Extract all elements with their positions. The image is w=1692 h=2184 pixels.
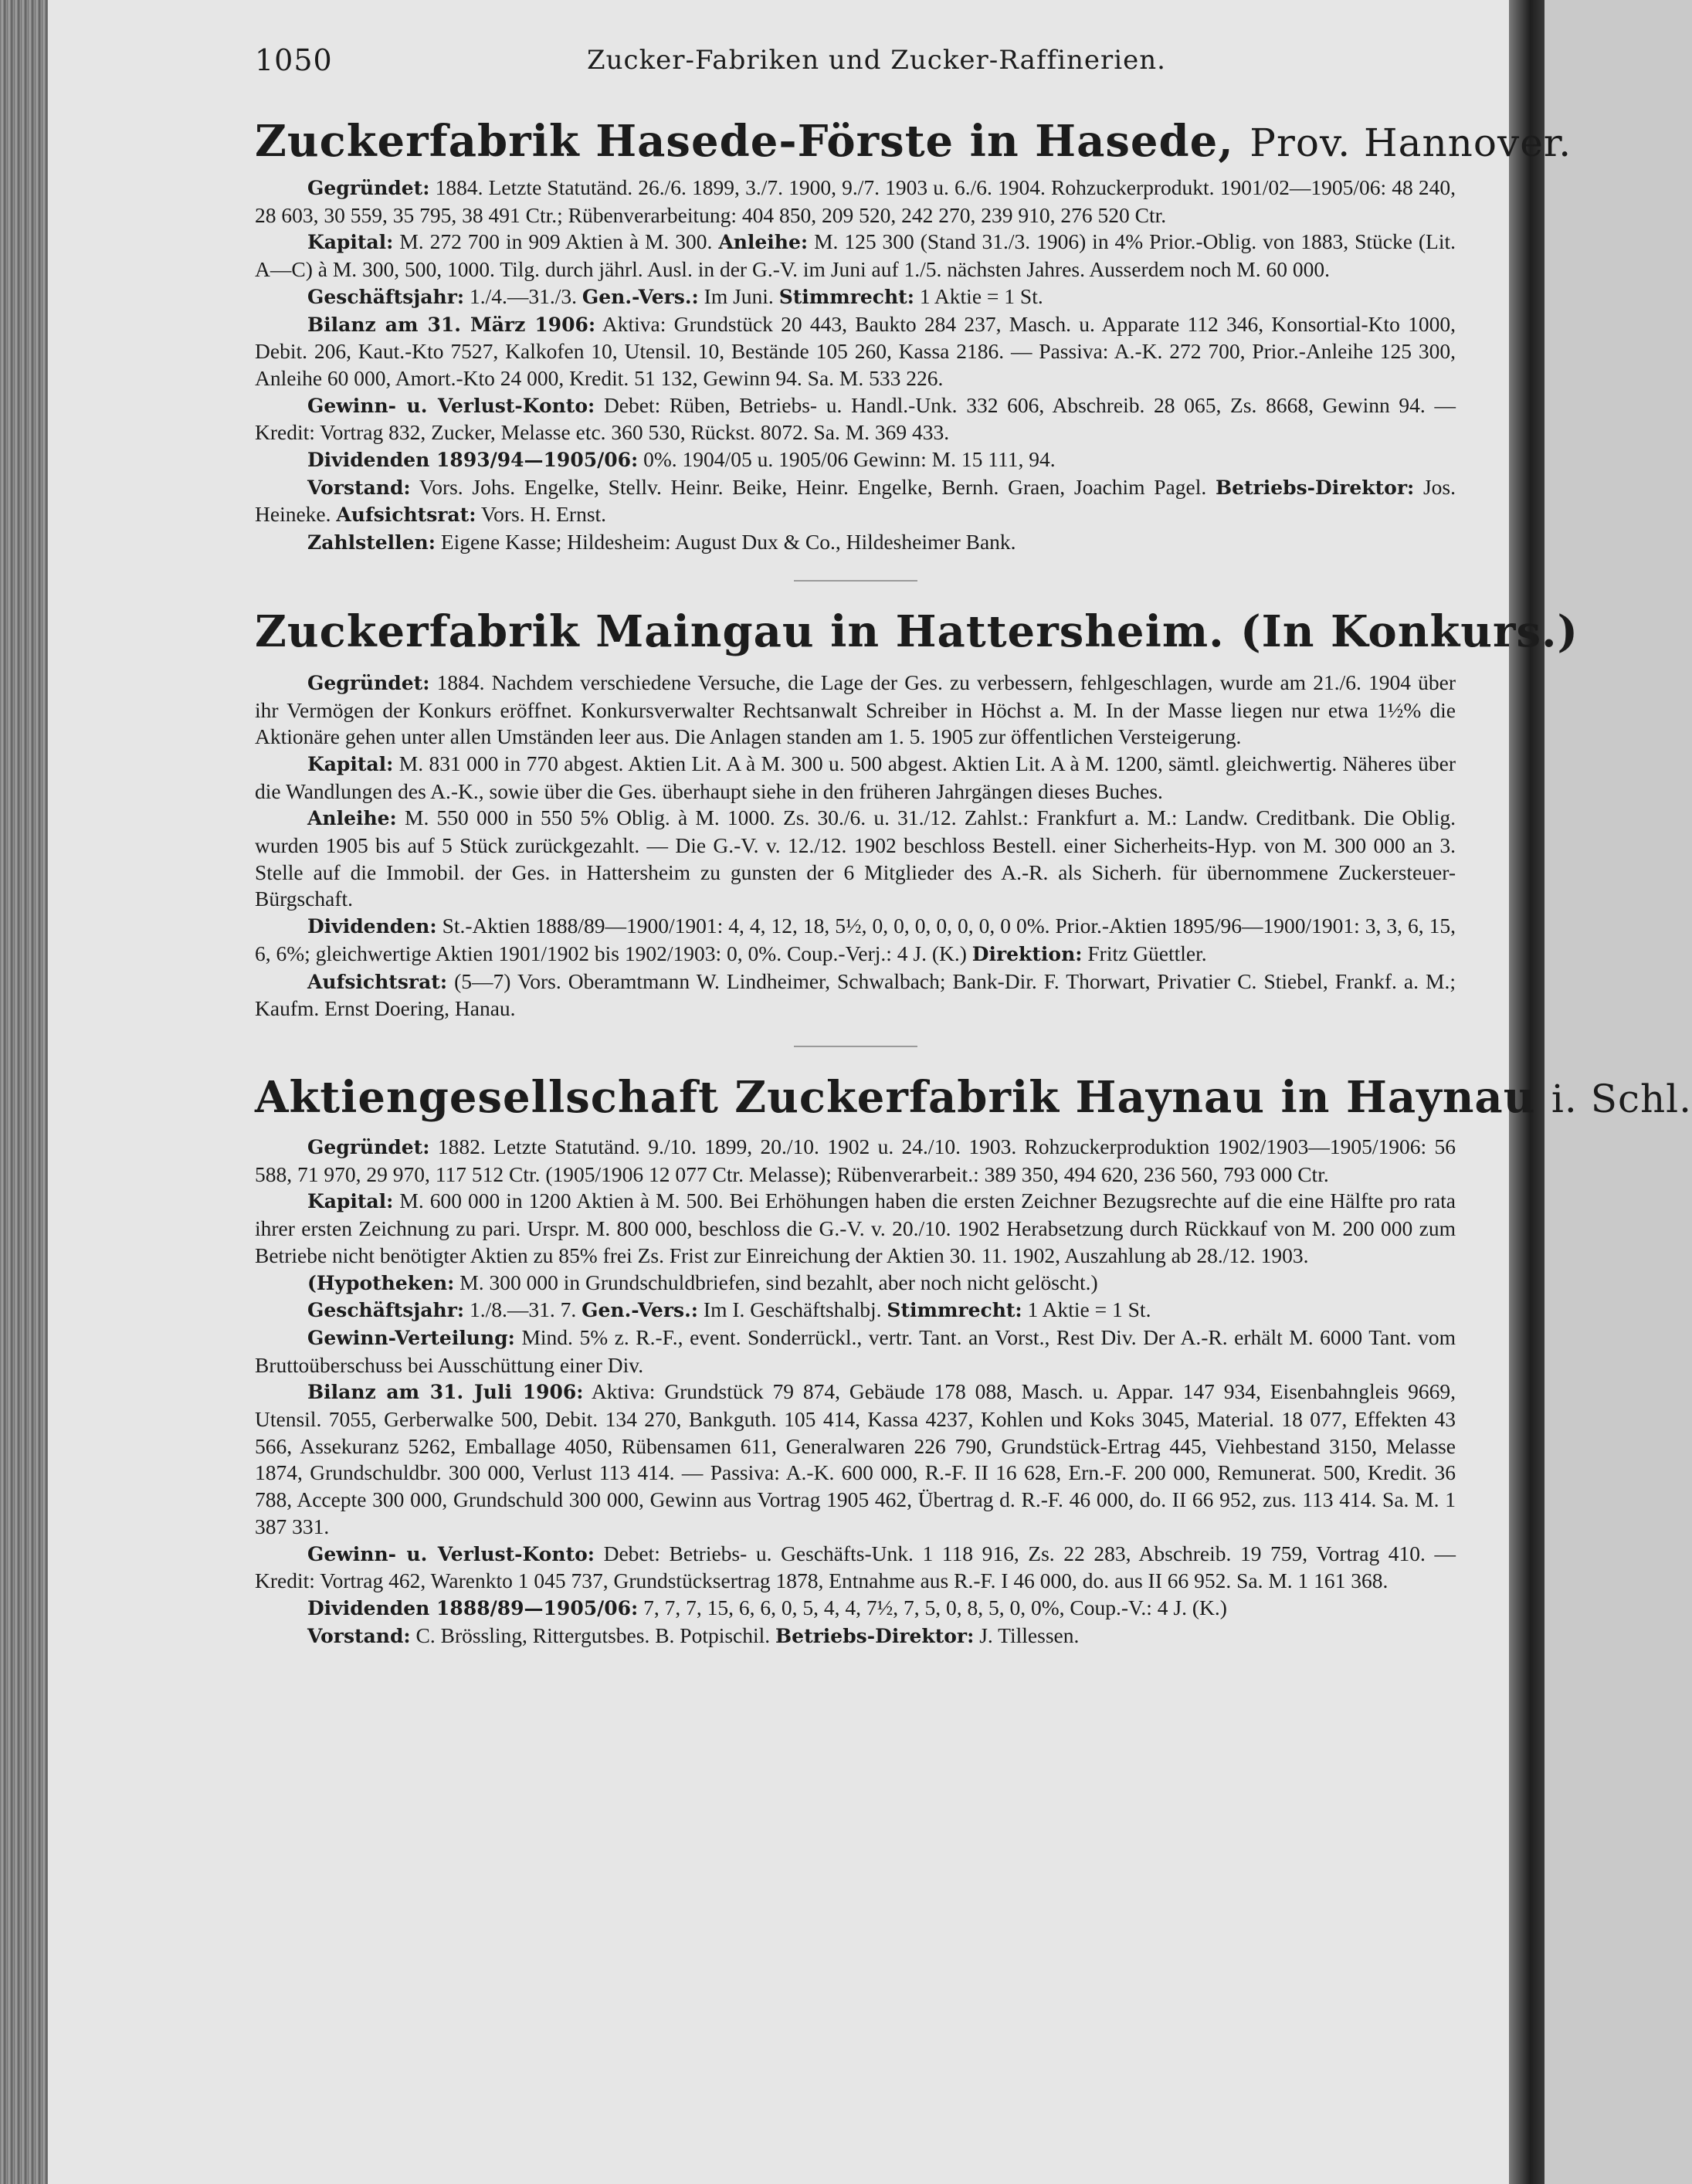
- entry-label: (Hypotheken:: [307, 1271, 455, 1294]
- entry-text: Fritz Güettler.: [1087, 941, 1207, 965]
- section-title-location: Prov. Hannover.: [1250, 120, 1572, 165]
- entry-text: 1884. Letzte Statutänd. 26./6. 1899, 3./7. 1900, 9./7. 1903 u. 6./6. 1904. Rohzuckerprodukt. 1901/02—1905/06: 48 240, 28 603, 30 559, 35 795, 38 491 Ctr.; Rübenverarbeitung: 404 850, 209 520, 242 270, 239 910, 276 520 Ctr.: [255, 175, 1456, 227]
- section-title-hasede: [255, 114, 1572, 170]
- entry-paragraph: [255, 751, 1456, 805]
- section-body-haynau: [255, 1134, 1456, 1650]
- entry-text: Aktiva: Grundstück 20 443, Baukto 284 237, Masch. u. Apparate 112 346, Konsortial-Kto 1000, Debit. 206, Kaut.-Kto 7527, Kalkofen 10, Utensil. 10, Bestände 105 260, Kassa 2186. — Passiva: A.-K. 272 700, Prior.-Anleihe 125 300, Anleihe 60 000, Amort.-Kto 24 000, Kredit. 51 132, Gewinn 94. Sa. M. 533 226.: [255, 311, 1456, 390]
- entry-text: 1./8.—31. 7.: [470, 1297, 577, 1322]
- entry-label: Dividenden 1893/94—1905/06:: [307, 449, 639, 472]
- entry-paragraph: [255, 1270, 1456, 1297]
- entry-label: Vorstand:: [307, 1624, 411, 1647]
- entry-text: J. Tillessen.: [979, 1623, 1080, 1647]
- entry-paragraph: [255, 1379, 1456, 1540]
- entry-label: Bilanz am 31. Juli 1906:: [307, 1381, 584, 1404]
- entry-text: M. 600 000 in 1200 Aktien à M. 500. Bei Erhöhungen haben die ersten Zeichner Bezugsrechte auf die eine Hälfte pro rata ihrer ersten Zeichnung zu pari. Urspr. M. 800 000, beschloss die G.-V. v. 20./10. 1902 Herabsetzung durch Rückkauf von M. 200 000 zum Betriebe nicht benötigter Aktien zu 85% frei Zs. Frist zur Einreichung der Aktien 30. 11. 1902, Auszahlung ab 28./12. 1903.: [255, 1189, 1456, 1267]
- entry-text: Jos. Heineke.: [255, 474, 1456, 527]
- section-title-haynau: [255, 1070, 1692, 1126]
- entry-label: Aufsichtsrat:: [336, 504, 476, 527]
- entry-label: Gewinn- u. Verlust-Konto:: [307, 1542, 595, 1565]
- entry-text: 7, 7, 7, 15, 6, 6, 0, 5, 4, 4, 7½, 7, 5, 0, 8, 5, 0, 0%, Coup.-V.: 4 J. (K.): [643, 1595, 1227, 1619]
- entry-label: Gen.-Vers.:: [582, 285, 699, 308]
- entry-text: Debet: Betriebs- u. Geschäfts-Unk. 1 118 916, Zs. 22 283, Abschreib. 19 759, Vortrag 410. — Kredit: Vortrag 462, Warenkto 1 045 737, Grundstücksertrag 1878, Entnahme aus R.-F. I 46 000, do. aus II 66 952. Sa. M. 1 161 368.: [255, 1541, 1456, 1593]
- entry-label: Betriebs-Direktor:: [1215, 476, 1415, 499]
- page-content: [255, 37, 1692, 1650]
- entry-paragraph: [255, 1595, 1456, 1623]
- entry-paragraph: [255, 529, 1456, 557]
- entry-paragraph: [255, 446, 1456, 474]
- entry-text: Debet: Rüben, Betriebs- u. Handl.-Unk. 332 606, Abschreib. 28 065, Zs. 8668, Gewinn 94. — Kredit: Vortrag 832, Zucker, Melasse etc. 360 530, Rückst. 8072. Sa. M. 369 433.: [255, 392, 1456, 445]
- entry-label: Dividenden:: [307, 915, 437, 938]
- entry-text: M. 300 000 in Grundschuldbriefen, sind bezahlt, aber noch nicht gelöscht.): [459, 1270, 1098, 1294]
- entry-label: Kapital:: [307, 752, 394, 775]
- entry-paragraph: [255, 1134, 1456, 1188]
- page-number: 1050: [255, 43, 333, 77]
- entry-label: Kapital:: [307, 1190, 394, 1213]
- entry-paragraph: [255, 1297, 1456, 1324]
- entry-paragraph: [255, 968, 1456, 1022]
- entry-label: Direktion:: [971, 942, 1083, 965]
- entry-label: Bilanz am 31. März 1906:: [307, 313, 596, 336]
- entry-label: Geschäftsjahr:: [307, 1299, 465, 1322]
- section-title-main: Aktiengesellschaft Zuckerfabrik Haynau in Haynau: [255, 1071, 1536, 1123]
- entry-text: Eigene Kasse; Hildesheim: August Dux & Co., Hildesheimer Bank.: [440, 530, 1016, 554]
- entry-text: M. 831 000 in 770 abgest. Aktien Lit. A à M. 300 u. 500 abgest. Aktien Lit. A à M. 1200, sämtl. gleichwertig. Näheres über die Wandlungen des A.-K., sowie über die Ges. überhaupt siehe in den früheren Jahrgängen dieses Buches.: [255, 751, 1456, 803]
- entry-label: Anleihe:: [718, 231, 809, 254]
- section-body-maingau: [255, 670, 1456, 1022]
- section-title-main: Zuckerfabrik Hasede-Förste in Hasede,: [255, 116, 1234, 167]
- entry-text: Im I. Geschäftshalbj.: [703, 1297, 882, 1322]
- entry-text: C. Brössling, Rittergutsbes. B. Potpischil.: [415, 1623, 771, 1647]
- section-divider: [794, 580, 917, 582]
- entry-text: Aktiva: Grundstück 79 874, Gebäude 178 088, Masch. u. Appar. 147 934, Eisenbahngleis 9669, Utensil. 7055, Gerberwalke 500, Debit. 134 270, Bankguth. 105 414, Kassa 4237, Kohlen und Koks 3045, Material. 18 077, Effekten 43 566, Assekuranz 5262, Emballage 4050, Rübensamen 611, Generalwaren 226 790, Grundstück-Ertrag 445, Viehbestand 3150, Melasse 1874, Grundschuldbr. 300 000, Verlust 113 414. — Passiva: A.-K. 600 000, R.-F. II 16 628, Ern.-F. 200 000, Remunerat. 500, Kredit. 36 788, Accepte 300 000, Grundschuld 300 000, Gewinn aus Vortrag 1905 462, Übertrag d. R.-F. 46 000, do. II 66 952, zus. 113 414. Sa. M. 1 387 331.: [255, 1379, 1456, 1538]
- section-title-location: i. Schl.: [1551, 1076, 1692, 1121]
- entry-paragraph: [255, 283, 1456, 311]
- entry-text: M. 125 300 (Stand 31./3. 1906) in 4% Prior.-Oblig. von 1883, Stücke (Lit. A—C) à M. 300, 500, 1000. Tilg. durch jährl. Ausl. in der G.-V. im Juni auf 1./5. nächsten Jahres. Ausserdem noch M. 60 000.: [255, 229, 1456, 282]
- entry-paragraph: [255, 311, 1456, 392]
- entry-label: Gewinn- u. Verlust-Konto:: [307, 394, 595, 417]
- entry-text: 1./4.—31./3.: [470, 283, 578, 308]
- entry-text: M. 272 700 in 909 Aktien à M. 300.: [399, 229, 713, 254]
- entry-text: St.-Aktien 1888/89—1900/1901: 4, 4, 12, 18, 5½, 0, 0, 0, 0, 0, 0, 0 0%. Prior.-Aktien 1895/96—1900/1901: 3, 3, 6, 15, 6, 6%; gleichwertige Aktien 1901/1902 bis 1902/1903: 0, 0%. Coup.-Verj.: 4 J. (K.): [255, 914, 1456, 965]
- section-title-main: Zuckerfabrik Maingau in Hattersheim. (In Konkurs.): [255, 605, 1579, 657]
- entry-text: 1 Aktie = 1 St.: [1027, 1297, 1151, 1322]
- entry-label: Gewinn-Verteilung:: [307, 1326, 515, 1349]
- entry-label: Gegründet:: [307, 177, 430, 199]
- section-title-maingau: [255, 605, 1579, 659]
- entry-label: Stimmrecht:: [887, 1299, 1022, 1322]
- running-head: [255, 37, 1456, 80]
- entry-paragraph: [255, 670, 1456, 751]
- entry-text: Vors. H. Ernst.: [480, 502, 607, 527]
- entry-text: Vors. Johs. Engelke, Stellv. Heinr. Beike, Heinr. Engelke, Bernh. Graen, Joachim Pagel.: [419, 474, 1207, 499]
- entry-text: M. 550 000 in 550 5% Oblig. à M. 1000. Zs. 30./6. u. 31./12. Zahlst.: Frankfurt a. M.: Landw. Creditbank. Die Oblig. wurden 1905 bis auf 5 Stück zurückgezahlt. — Die G.-V. v. 12./12. 1902 beschloss Bestell. einer Sicherheits-Hyp. von M. 300 000 an 3. Stelle auf die Immobil. der Ges. in Hattersheim zu gunsten der 6 Mitglieder des A.-R. als Sicherh. für übernommene Zuckersteuer-Bürgschaft.: [255, 805, 1456, 911]
- entry-paragraph: [255, 474, 1456, 529]
- running-head-title: Zucker-Fabriken und Zucker-Raffinerien.: [587, 45, 1166, 76]
- entry-label: Stimmrecht:: [778, 285, 914, 308]
- entry-label: Betriebs-Direktor:: [775, 1624, 975, 1647]
- entry-paragraph: [255, 229, 1456, 283]
- entry-paragraph: [255, 1541, 1456, 1595]
- entry-label: Aufsichtsrat:: [307, 970, 448, 993]
- entry-text: 1882. Letzte Statutänd. 9./10. 1899, 20./10. 1902 u. 24./10. 1903. Rohzuckerproduktion 1902/1903—1905/1906: 56 588, 71 970, 29 970, 117 512 Ctr. (1905/1906 12 077 Ctr. Melasse); Rübenverarbeit.: 389 350, 494 620, 236 560, 793 000 Ctr.: [255, 1134, 1456, 1186]
- entry-paragraph: [255, 175, 1456, 229]
- entry-paragraph: [255, 913, 1456, 968]
- entry-text: 1 Aktie = 1 St.: [919, 283, 1043, 308]
- entry-label: Gegründet:: [307, 1135, 430, 1158]
- section-body-hasede: [255, 175, 1456, 557]
- entry-paragraph: [255, 805, 1456, 913]
- section-divider: [794, 1046, 917, 1047]
- entry-label: Geschäftsjahr:: [307, 285, 465, 308]
- entry-label: Dividenden 1888/89—1905/06:: [307, 1596, 639, 1619]
- entry-paragraph: [255, 1188, 1456, 1269]
- book-binding-edge: [0, 0, 48, 2184]
- entry-label: Zahlstellen:: [307, 531, 436, 554]
- entry-label: Anleihe:: [307, 807, 397, 830]
- entry-text: 1884. Nachdem verschiedene Versuche, die Lage der Ges. zu verbessern, fehlgeschlagen, wurde am 21./6. 1904 über ihr Vermögen der Konkurs eröffnet. Konkursverwalter Rechtsanwalt Schreiber in Höchst a. M. In der Masse liegen nur etwa 1½% die Aktionäre gehen unter allen Umständen leer aus. Die Anlagen standen am 1. 5. 1905 zur öffentlichen Versteigerung.: [255, 670, 1456, 749]
- entry-text: 0%. 1904/05 u. 1905/06 Gewinn: M. 15 111, 94.: [643, 447, 1056, 472]
- entry-paragraph: [255, 1324, 1456, 1379]
- entry-label: Kapital:: [307, 231, 394, 254]
- entry-text: (5—7) Vors. Oberamtmann W. Lindheimer, Schwalbach; Bank-Dir. F. Thorwart, Privatier C. Stiebel, Frankf. a. M.; Kaufm. Ernst Doering, Hanau.: [255, 968, 1456, 1021]
- entry-label: Vorstand:: [307, 476, 411, 499]
- entry-paragraph: [255, 392, 1456, 446]
- entry-label: Gegründet:: [307, 671, 430, 694]
- entry-paragraph: [255, 1623, 1456, 1650]
- entry-text: Im Juni.: [704, 283, 774, 308]
- entry-label: Gen.-Vers.:: [582, 1299, 699, 1322]
- entry-text: Mind. 5% z. R.-F., event. Sonderrückl., vertr. Tant. an Vorst., Rest Div. Der A.-R. erhält M. 6000 Tant. vom Bruttoüberschuss bei Ausschüttung einer Div.: [255, 1324, 1456, 1377]
